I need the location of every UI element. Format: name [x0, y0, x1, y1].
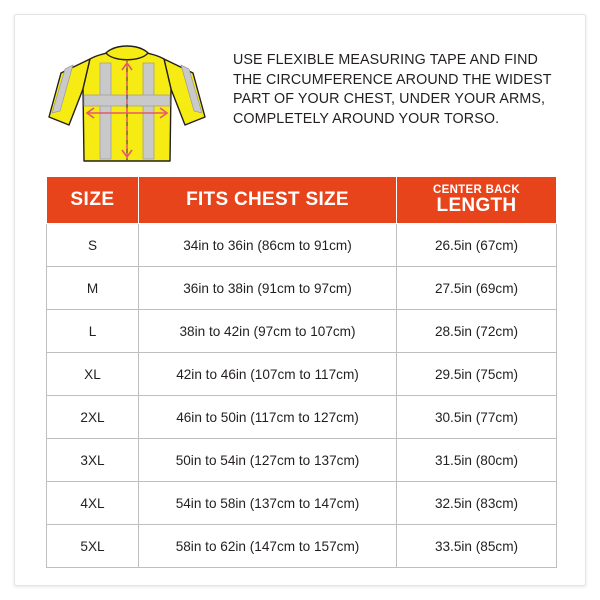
cell-center-back-length: 29.5in (75cm)	[397, 353, 557, 396]
size-table-body	[47, 224, 557, 568]
column-header-cbl-line2: LENGTH	[436, 195, 517, 216]
column-header-size	[47, 177, 139, 224]
cell-chest: 46in to 50in (117cm to 127cm)	[139, 396, 397, 439]
cell-center-back-length: 30.5in (77cm)	[397, 396, 557, 439]
column-header-chest-label: FITS CHEST SIZE	[186, 189, 349, 210]
table-row	[47, 353, 557, 396]
table-row	[47, 525, 557, 568]
cell-size: S	[47, 224, 139, 267]
table-row	[47, 310, 557, 353]
column-header-chest	[139, 177, 397, 224]
top-section	[15, 15, 585, 165]
cell-center-back-length: 28.5in (72cm)	[397, 310, 557, 353]
table-row	[47, 267, 557, 310]
jacket-illustration	[43, 33, 211, 163]
column-header-center-back-length	[397, 177, 557, 224]
cell-size: L	[47, 310, 139, 353]
cell-chest: 54in to 58in (137cm to 147cm)	[139, 482, 397, 525]
size-table	[46, 176, 557, 568]
measuring-instructions: USE FLEXIBLE MEASURING TAPE AND FIND THE CIRCUMFERENCE AROUND THE WIDEST PART OF YOUR CHEST, UNDER YOUR ARMS, COMPLETELY AROUND YOUR TORSO.	[233, 52, 552, 127]
cell-size: XL	[47, 353, 139, 396]
cell-chest: 58in to 62in (147cm to 157cm)	[139, 525, 397, 568]
cell-chest: 50in to 54in (127cm to 137cm)	[139, 439, 397, 482]
hi-vis-jacket-icon	[43, 33, 211, 163]
cell-chest: 38in to 42in (97cm to 107cm)	[139, 310, 397, 353]
table-row	[47, 482, 557, 525]
cell-size: 3XL	[47, 439, 139, 482]
column-header-cbl-line1: CENTER BACK	[433, 184, 520, 196]
cell-center-back-length: 32.5in (83cm)	[397, 482, 557, 525]
cell-center-back-length: 27.5in (69cm)	[397, 267, 557, 310]
cell-center-back-length: 33.5in (85cm)	[397, 525, 557, 568]
table-row	[47, 439, 557, 482]
cell-chest: 42in to 46in (107cm to 117cm)	[139, 353, 397, 396]
cell-chest: 34in to 36in (86cm to 91cm)	[139, 224, 397, 267]
size-table-header	[47, 177, 557, 224]
table-header-row	[47, 177, 557, 224]
cell-center-back-length: 31.5in (80cm)	[397, 439, 557, 482]
cell-chest: 36in to 38in (91cm to 97cm)	[139, 267, 397, 310]
cell-size: M	[47, 267, 139, 310]
cell-size: 4XL	[47, 482, 139, 525]
cell-size: 2XL	[47, 396, 139, 439]
cell-center-back-length: 26.5in (67cm)	[397, 224, 557, 267]
table-row	[47, 224, 557, 267]
table-row	[47, 396, 557, 439]
cell-size: 5XL	[47, 525, 139, 568]
size-chart-card	[14, 14, 586, 586]
column-header-size-label: SIZE	[70, 189, 115, 210]
